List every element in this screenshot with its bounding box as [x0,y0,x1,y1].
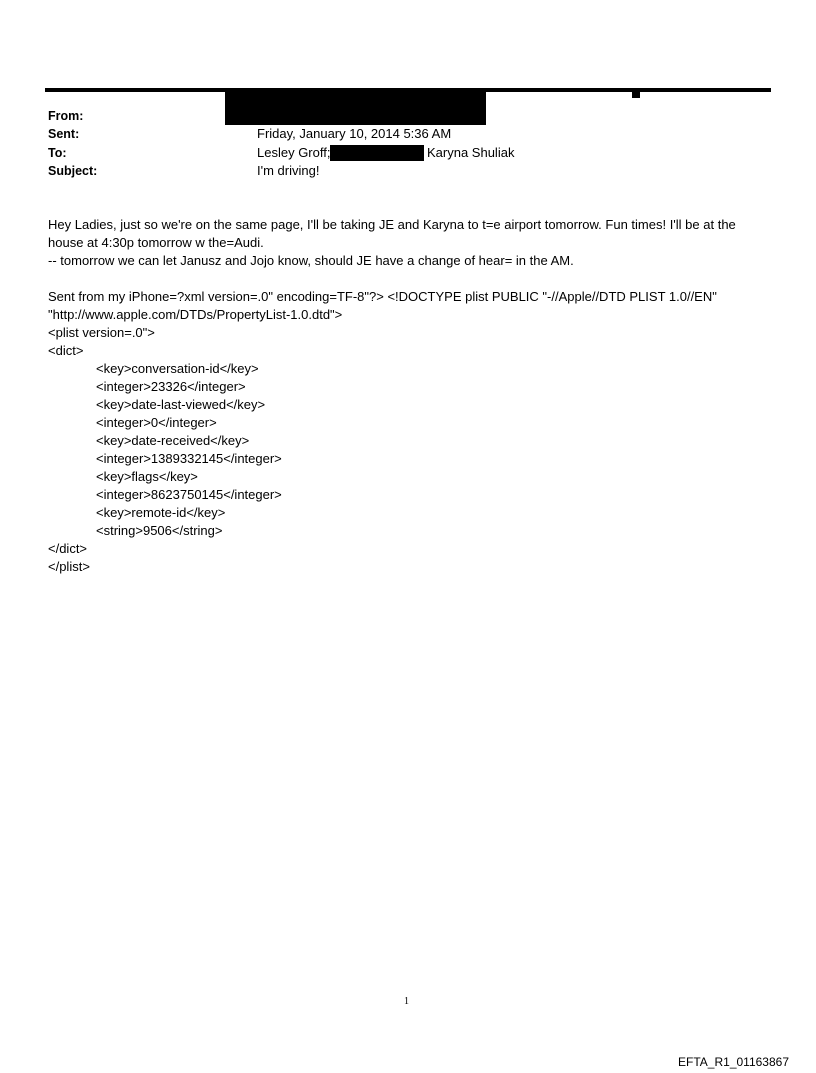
body-line-doctype-url: "http://www.apple.com/DTDs/PropertyList-1.0.dtd"> [48,307,343,322]
plist-entry: <string>9506</string> [96,523,223,538]
plist-entry: <key>remote-id</key> [96,505,226,520]
header-rule-mark [632,92,640,98]
to-value-recipient-3: Karyna Shuliak [427,145,515,160]
to-value-recipient-1: Lesley Groff; [257,145,331,160]
plist-entry: <key>flags</key> [96,469,198,484]
plist-entry: <key>conversation-id</key> [96,361,259,376]
subject-label: Subject: [48,164,98,178]
plist-entry: <key>date-received</key> [96,433,250,448]
body-line-2: house at 4:30p tomorrow w the=Audi. [48,235,264,250]
redaction-box-to [330,145,424,161]
from-label: From: [48,109,84,123]
plist-entry: <key>date-last-viewed</key> [96,397,266,412]
body-line-1: Hey Ladies, just so we're on the same page, I'll be taking JE and Karyna to t=e airport tomorrow. Fun times! I'll be at the [48,217,736,232]
plist-entry: <integer>23326</integer> [96,379,246,394]
plist-entry: <integer>1389332145</integer> [96,451,282,466]
subject-value: I'm driving! [257,163,320,178]
body-line-plist-open: <plist version=.0"> [48,325,155,340]
body-line-dict-close: </dict> [48,541,88,556]
sent-label: Sent: [48,127,80,141]
page-number: 1 [404,996,409,1007]
body-line-dict-open: <dict> [48,343,84,358]
sent-value: Friday, January 10, 2014 5:36 AM [257,126,452,141]
plist-entry: <integer>0</integer> [96,415,217,430]
redaction-box-from [225,92,486,125]
to-label: To: [48,146,67,160]
body-line-plist-close: </plist> [48,559,90,574]
body-line-3: -- tomorrow we can let Janusz and Jojo know, should JE have a change of hear= in the AM. [48,253,574,268]
body-line-signature: Sent from my iPhone=?xml version=.0" encoding=TF-8"?> <!DOCTYPE plist PUBLIC "-//Apple//DTD PLIST 1.0//EN" [48,289,717,304]
bates-number: EFTA_R1_01163867 [678,1055,789,1069]
plist-entry: <integer>8623750145</integer> [96,487,282,502]
